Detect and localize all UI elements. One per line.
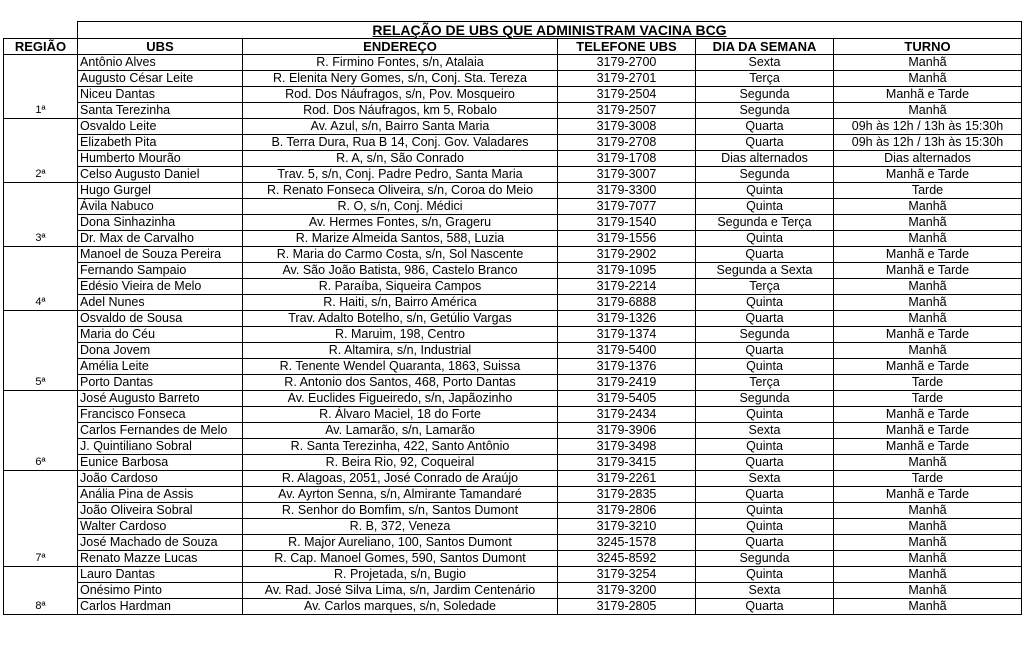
table-row bbox=[4, 407, 1022, 423]
weekday-cell: Segunda bbox=[696, 167, 834, 183]
table-row bbox=[4, 567, 1022, 583]
phone-cell: 3179-3498 bbox=[558, 439, 696, 455]
ubs-name-cell: Edésio Vieira de Melo bbox=[78, 279, 243, 295]
header-telefone: TELEFONE UBS bbox=[558, 39, 696, 55]
shift-cell: Manhã bbox=[834, 567, 1022, 583]
ubs-name-cell: Antônio Alves bbox=[78, 55, 243, 71]
table-row bbox=[4, 455, 1022, 471]
shift-cell: Manhã bbox=[834, 215, 1022, 231]
shift-cell: Dias alternados bbox=[834, 151, 1022, 167]
address-cell: R. Major Aureliano, 100, Santos Dumont bbox=[243, 535, 558, 551]
address-cell: R. Maruim, 198, Centro bbox=[243, 327, 558, 343]
shift-cell: Manhã bbox=[834, 551, 1022, 567]
phone-cell: 3179-1326 bbox=[558, 311, 696, 327]
shift-cell: Manhã bbox=[834, 295, 1022, 311]
weekday-cell: Quarta bbox=[696, 119, 834, 135]
weekday-cell: Quarta bbox=[696, 535, 834, 551]
phone-cell: 3179-2701 bbox=[558, 71, 696, 87]
weekday-cell: Segunda e Terça bbox=[696, 215, 834, 231]
weekday-cell: Quarta bbox=[696, 135, 834, 151]
region-cell: 1ª bbox=[4, 55, 78, 119]
address-cell: R. Firmino Fontes, s/n, Atalaia bbox=[243, 55, 558, 71]
address-cell: R. Paraíba, Siqueira Campos bbox=[243, 279, 558, 295]
region-cell: 2ª bbox=[4, 119, 78, 183]
phone-cell: 3245-1578 bbox=[558, 535, 696, 551]
weekday-cell: Segunda a Sexta bbox=[696, 263, 834, 279]
table-row bbox=[4, 503, 1022, 519]
phone-cell: 3179-2261 bbox=[558, 471, 696, 487]
weekday-cell: Quarta bbox=[696, 247, 834, 263]
phone-cell: 3179-5400 bbox=[558, 343, 696, 359]
ubs-name-cell: Dona Jovem bbox=[78, 343, 243, 359]
table-row bbox=[4, 471, 1022, 487]
region-cell: 7ª bbox=[4, 471, 78, 567]
shift-cell: Manhã bbox=[834, 279, 1022, 295]
weekday-cell: Terça bbox=[696, 279, 834, 295]
phone-cell: 3179-2504 bbox=[558, 87, 696, 103]
shift-cell: Manhã e Tarde bbox=[834, 87, 1022, 103]
ubs-name-cell: Porto Dantas bbox=[78, 375, 243, 391]
table-row bbox=[4, 71, 1022, 87]
weekday-cell: Quinta bbox=[696, 199, 834, 215]
region-cell: 3ª bbox=[4, 183, 78, 247]
phone-cell: 3179-2434 bbox=[558, 407, 696, 423]
shift-cell: Tarde bbox=[834, 183, 1022, 199]
address-cell: R. Antonio dos Santos, 468, Porto Dantas bbox=[243, 375, 558, 391]
ubs-name-cell: Fernando Sampaio bbox=[78, 263, 243, 279]
ubs-name-cell: Osvaldo Leite bbox=[78, 119, 243, 135]
ubs-name-cell: Augusto César Leite bbox=[78, 71, 243, 87]
region-cell: 5ª bbox=[4, 311, 78, 391]
shift-cell: Manhã bbox=[834, 199, 1022, 215]
phone-cell: 3179-1374 bbox=[558, 327, 696, 343]
shift-cell: Manhã bbox=[834, 535, 1022, 551]
table-row bbox=[4, 151, 1022, 167]
shift-cell: 09h às 12h / 13h às 15:30h bbox=[834, 135, 1022, 151]
weekday-cell: Quinta bbox=[696, 183, 834, 199]
table-row bbox=[4, 231, 1022, 247]
ubs-name-cell: Santa Terezinha bbox=[78, 103, 243, 119]
phone-cell: 3179-2835 bbox=[558, 487, 696, 503]
table-row bbox=[4, 247, 1022, 263]
shift-cell: Manhã bbox=[834, 231, 1022, 247]
phone-cell: 3179-2507 bbox=[558, 103, 696, 119]
shift-cell: Manhã e Tarde bbox=[834, 439, 1022, 455]
table-row bbox=[4, 551, 1022, 567]
address-cell: R. Haiti, s/n, Bairro América bbox=[243, 295, 558, 311]
phone-cell: 3179-3210 bbox=[558, 519, 696, 535]
table-row bbox=[4, 183, 1022, 199]
table-row bbox=[4, 119, 1022, 135]
ubs-table bbox=[3, 21, 1022, 615]
ubs-name-cell: Francisco Fonseca bbox=[78, 407, 243, 423]
table-row bbox=[4, 263, 1022, 279]
phone-cell: 3179-3300 bbox=[558, 183, 696, 199]
address-cell: Trav. Adalto Botelho, s/n, Getúlio Vargas bbox=[243, 311, 558, 327]
address-cell: Av. Azul, s/n, Bairro Santa Maria bbox=[243, 119, 558, 135]
weekday-cell: Quarta bbox=[696, 311, 834, 327]
weekday-cell: Segunda bbox=[696, 87, 834, 103]
ubs-name-cell: Hugo Gurgel bbox=[78, 183, 243, 199]
ubs-name-cell: Onésimo Pinto bbox=[78, 583, 243, 599]
address-cell: R. Elenita Nery Gomes, s/n, Conj. Sta. Tereza bbox=[243, 71, 558, 87]
weekday-cell: Quinta bbox=[696, 567, 834, 583]
address-cell: R. Senhor do Bomfim, s/n, Santos Dumont bbox=[243, 503, 558, 519]
table-row bbox=[4, 391, 1022, 407]
shift-cell: Tarde bbox=[834, 471, 1022, 487]
address-cell: R. Maria do Carmo Costa, s/n, Sol Nascente bbox=[243, 247, 558, 263]
table-row bbox=[4, 439, 1022, 455]
address-cell: Av. Euclides Figueiredo, s/n, Japãozinho bbox=[243, 391, 558, 407]
table-row bbox=[4, 295, 1022, 311]
ubs-name-cell: Lauro Dantas bbox=[78, 567, 243, 583]
header-endereco: ENDEREÇO bbox=[243, 39, 558, 55]
shift-cell: Manhã e Tarde bbox=[834, 247, 1022, 263]
phone-cell: 3179-2708 bbox=[558, 135, 696, 151]
shift-cell: Manhã e Tarde bbox=[834, 359, 1022, 375]
shift-cell: Tarde bbox=[834, 391, 1022, 407]
address-cell: R. Renato Fonseca Oliveira, s/n, Coroa do Meio bbox=[243, 183, 558, 199]
table-row bbox=[4, 519, 1022, 535]
phone-cell: 3179-2902 bbox=[558, 247, 696, 263]
ubs-name-cell: Dona Sinhazinha bbox=[78, 215, 243, 231]
phone-cell: 3179-1556 bbox=[558, 231, 696, 247]
phone-cell: 3179-3200 bbox=[558, 583, 696, 599]
shift-cell: Manhã e Tarde bbox=[834, 327, 1022, 343]
address-cell: Rod. Dos Náufragos, km 5, Robalo bbox=[243, 103, 558, 119]
address-cell: Av. Hermes Fontes, s/n, Grageru bbox=[243, 215, 558, 231]
shift-cell: Manhã bbox=[834, 55, 1022, 71]
address-cell: R. Cap. Manoel Gomes, 590, Santos Dumont bbox=[243, 551, 558, 567]
table-body bbox=[4, 55, 1022, 615]
ubs-name-cell: Elizabeth Pita bbox=[78, 135, 243, 151]
weekday-cell: Dias alternados bbox=[696, 151, 834, 167]
page-title: RELAÇÃO DE UBS QUE ADMINISTRAM VACINA BCG bbox=[78, 22, 1022, 39]
header-regiao: REGIÃO bbox=[4, 39, 78, 55]
weekday-cell: Quinta bbox=[696, 519, 834, 535]
address-cell: Rod. Dos Náufragos, s/n, Pov. Mosqueiro bbox=[243, 87, 558, 103]
weekday-cell: Sexta bbox=[696, 55, 834, 71]
table-row bbox=[4, 375, 1022, 391]
address-cell: B. Terra Dura, Rua B 14, Conj. Gov. Valadares bbox=[243, 135, 558, 151]
address-cell: R. Beira Rio, 92, Coqueiral bbox=[243, 455, 558, 471]
shift-cell: Manhã bbox=[834, 311, 1022, 327]
region-cell: 8ª bbox=[4, 567, 78, 615]
weekday-cell: Quarta bbox=[696, 455, 834, 471]
shift-cell: Manhã e Tarde bbox=[834, 263, 1022, 279]
shift-cell: Manhã bbox=[834, 503, 1022, 519]
phone-cell: 3179-2700 bbox=[558, 55, 696, 71]
ubs-name-cell: Ávila Nabuco bbox=[78, 199, 243, 215]
table-row bbox=[4, 343, 1022, 359]
weekday-cell: Quinta bbox=[696, 439, 834, 455]
shift-cell: Manhã e Tarde bbox=[834, 167, 1022, 183]
region-cell: 4ª bbox=[4, 247, 78, 311]
ubs-name-cell: Adel Nunes bbox=[78, 295, 243, 311]
weekday-cell: Terça bbox=[696, 375, 834, 391]
phone-cell: 3179-1376 bbox=[558, 359, 696, 375]
weekday-cell: Quinta bbox=[696, 295, 834, 311]
weekday-cell: Quarta bbox=[696, 599, 834, 615]
table-row bbox=[4, 87, 1022, 103]
ubs-name-cell: Osvaldo de Sousa bbox=[78, 311, 243, 327]
ubs-bcg-sheet bbox=[3, 21, 1021, 615]
weekday-cell: Segunda bbox=[696, 103, 834, 119]
weekday-cell: Quinta bbox=[696, 231, 834, 247]
ubs-name-cell: José Machado de Souza bbox=[78, 535, 243, 551]
address-cell: R. Tenente Wendel Quaranta, 1863, Suissa bbox=[243, 359, 558, 375]
shift-cell: Manhã e Tarde bbox=[834, 487, 1022, 503]
address-cell: Av. Lamarão, s/n, Lamarão bbox=[243, 423, 558, 439]
address-cell: R. Alagoas, 2051, José Conrado de Araújo bbox=[243, 471, 558, 487]
address-cell: R. A, s/n, São Conrado bbox=[243, 151, 558, 167]
phone-cell: 3179-1095 bbox=[558, 263, 696, 279]
shift-cell: Manhã bbox=[834, 103, 1022, 119]
address-cell: R. O, s/n, Conj. Médici bbox=[243, 199, 558, 215]
address-cell: Trav. 5, s/n, Conj. Padre Pedro, Santa Maria bbox=[243, 167, 558, 183]
ubs-name-cell: Dr. Max de Carvalho bbox=[78, 231, 243, 247]
ubs-name-cell: José Augusto Barreto bbox=[78, 391, 243, 407]
phone-cell: 3179-3906 bbox=[558, 423, 696, 439]
weekday-cell: Terça bbox=[696, 71, 834, 87]
table-row bbox=[4, 167, 1022, 183]
shift-cell: Manhã e Tarde bbox=[834, 407, 1022, 423]
ubs-name-cell: Anália Pina de Assis bbox=[78, 487, 243, 503]
table-row bbox=[4, 423, 1022, 439]
phone-cell: 3179-3415 bbox=[558, 455, 696, 471]
address-cell: R. Álvaro Maciel, 18 do Forte bbox=[243, 407, 558, 423]
phone-cell: 3179-2419 bbox=[558, 375, 696, 391]
phone-cell: 3179-3254 bbox=[558, 567, 696, 583]
shift-cell: Manhã bbox=[834, 343, 1022, 359]
shift-cell: Manhã bbox=[834, 71, 1022, 87]
ubs-name-cell: João Oliveira Sobral bbox=[78, 503, 243, 519]
phone-cell: 3179-1540 bbox=[558, 215, 696, 231]
table-row bbox=[4, 535, 1022, 551]
weekday-cell: Sexta bbox=[696, 423, 834, 439]
table-row bbox=[4, 359, 1022, 375]
weekday-cell: Quinta bbox=[696, 359, 834, 375]
ubs-name-cell: Renato Mazze Lucas bbox=[78, 551, 243, 567]
ubs-name-cell: Niceu Dantas bbox=[78, 87, 243, 103]
table-row bbox=[4, 487, 1022, 503]
table-row bbox=[4, 599, 1022, 615]
table-row bbox=[4, 199, 1022, 215]
shift-cell: Tarde bbox=[834, 375, 1022, 391]
ubs-name-cell: Carlos Hardman bbox=[78, 599, 243, 615]
region-cell: 6ª bbox=[4, 391, 78, 471]
header-row bbox=[4, 39, 1022, 55]
address-cell: R. Marize Almeida Santos, 588, Luzia bbox=[243, 231, 558, 247]
table-row bbox=[4, 279, 1022, 295]
table-row bbox=[4, 311, 1022, 327]
address-cell: Av. Carlos marques, s/n, Soledade bbox=[243, 599, 558, 615]
title-spacer bbox=[4, 22, 78, 39]
shift-cell: Manhã bbox=[834, 583, 1022, 599]
shift-cell: Manhã bbox=[834, 599, 1022, 615]
address-cell: R. Santa Terezinha, 422, Santo Antônio bbox=[243, 439, 558, 455]
address-cell: R. B, 372, Veneza bbox=[243, 519, 558, 535]
phone-cell: 3179-3007 bbox=[558, 167, 696, 183]
ubs-name-cell: Celso Augusto Daniel bbox=[78, 167, 243, 183]
header-turno: TURNO bbox=[834, 39, 1022, 55]
address-cell: Av. Ayrton Senna, s/n, Almirante Tamandaré bbox=[243, 487, 558, 503]
weekday-cell: Quinta bbox=[696, 407, 834, 423]
ubs-name-cell: Eunice Barbosa bbox=[78, 455, 243, 471]
weekday-cell: Quarta bbox=[696, 487, 834, 503]
shift-cell: Manhã bbox=[834, 519, 1022, 535]
weekday-cell: Segunda bbox=[696, 327, 834, 343]
weekday-cell: Quarta bbox=[696, 343, 834, 359]
phone-cell: 3179-6888 bbox=[558, 295, 696, 311]
weekday-cell: Segunda bbox=[696, 391, 834, 407]
phone-cell: 3179-7077 bbox=[558, 199, 696, 215]
phone-cell: 3245-8592 bbox=[558, 551, 696, 567]
weekday-cell: Quinta bbox=[696, 503, 834, 519]
phone-cell: 3179-2805 bbox=[558, 599, 696, 615]
ubs-name-cell: Humberto Mourão bbox=[78, 151, 243, 167]
shift-cell: 09h às 12h / 13h às 15:30h bbox=[834, 119, 1022, 135]
phone-cell: 3179-3008 bbox=[558, 119, 696, 135]
ubs-name-cell: João Cardoso bbox=[78, 471, 243, 487]
weekday-cell: Sexta bbox=[696, 471, 834, 487]
weekday-cell: Segunda bbox=[696, 551, 834, 567]
table-row bbox=[4, 327, 1022, 343]
table-row bbox=[4, 135, 1022, 151]
header-ubs: UBS bbox=[78, 39, 243, 55]
table-row bbox=[4, 55, 1022, 71]
phone-cell: 3179-5405 bbox=[558, 391, 696, 407]
shift-cell: Manhã bbox=[834, 455, 1022, 471]
weekday-cell: Sexta bbox=[696, 583, 834, 599]
table-row bbox=[4, 215, 1022, 231]
phone-cell: 3179-2214 bbox=[558, 279, 696, 295]
table-row bbox=[4, 103, 1022, 119]
ubs-name-cell: Carlos Fernandes de Melo bbox=[78, 423, 243, 439]
header-dia: DIA DA SEMANA bbox=[696, 39, 834, 55]
ubs-name-cell: Amélia Leite bbox=[78, 359, 243, 375]
phone-cell: 3179-1708 bbox=[558, 151, 696, 167]
ubs-name-cell: J. Quintiliano Sobral bbox=[78, 439, 243, 455]
ubs-name-cell: Manoel de Souza Pereira bbox=[78, 247, 243, 263]
address-cell: Av. São João Batista, 986, Castelo Branco bbox=[243, 263, 558, 279]
ubs-name-cell: Maria do Céu bbox=[78, 327, 243, 343]
phone-cell: 3179-2806 bbox=[558, 503, 696, 519]
shift-cell: Manhã e Tarde bbox=[834, 423, 1022, 439]
address-cell: Av. Rad. José Silva Lima, s/n, Jardim Centenário bbox=[243, 583, 558, 599]
ubs-name-cell: Walter Cardoso bbox=[78, 519, 243, 535]
address-cell: R. Altamira, s/n, Industrial bbox=[243, 343, 558, 359]
table-row bbox=[4, 583, 1022, 599]
address-cell: R. Projetada, s/n, Bugio bbox=[243, 567, 558, 583]
